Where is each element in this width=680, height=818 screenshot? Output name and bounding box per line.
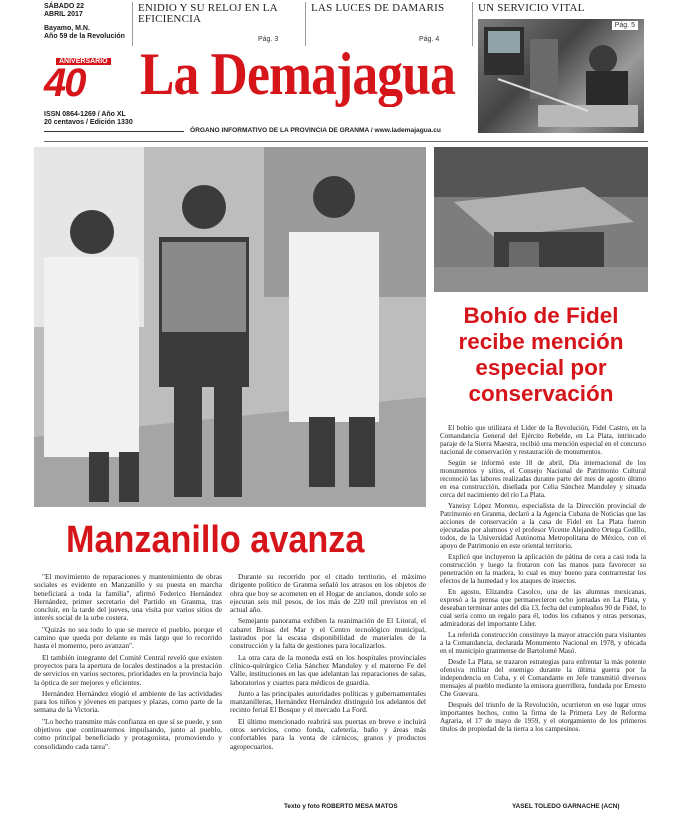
headline-line: conservación: [468, 381, 614, 406]
side-story-body: [440, 424, 646, 796]
teaser-servicio-page: Pág. 5: [612, 21, 638, 30]
main-story-credit: Texto y foto ROBERTO MESA MATOS: [284, 803, 398, 810]
paragraph: Después del triunfo de la Revolución, ocurrieron en ese lugar otros importantes hechos, como la firma de la Primera Ley de Reforma Agraria, el 17 de mayo de 1959, y el otorgamiento de los primeros títulos de propiedad de la tierra a los campesinos.: [440, 701, 646, 733]
date-day: SÁBADO 22: [44, 3, 85, 10]
paragraph: Semejante panorama exhiben la reanimación de El Litoral, el cabaret Brisas del Mar y el Centro tecnológico municipal, lastrados por la escasa disponibilidad de materiales de la construcción y la falta de gestiones para localizarlos.: [230, 616, 426, 651]
issue-info: [44, 111, 133, 127]
teaser-enidio-page: Pág. 3: [258, 36, 279, 43]
paragraph: Durante su recorrido por el citado territorio, el máximo dirigente político de Granma señaló los atrasos en los objetos de obra que hoy se acometen en el Hogar de ancianos, donde solo se ejecutan seis mil pesos, de los más de 220 mil previstos en el actual año.: [230, 573, 426, 615]
side-story-photo: [434, 147, 648, 292]
date-month: ABRIL 2017: [44, 11, 83, 18]
teaser-enidio-title: ENIDIO Y SU RELOJ EN LA EFICIENCIA: [138, 2, 278, 25]
paragraph: Junto a las principales autoridades políticas y gubernamentales manzanilleras, Hernández Hernández distinguió los adelantos del recinto ferial El Bosque y el mercado La Ford.: [230, 688, 426, 715]
price-edition: 20 centavos / Edición 1330: [44, 119, 133, 126]
paragraph: Yaneisy López Moreno, especialista de la Dirección provincial de Patrimonio en Granma, declaró a la Agencia Cubana de Noticias que las acciones de conservación a la casa de Fidel en La Plata fueron ejecutadas por alumnos y el profesor Vicente Alejandro Ortega Cedillo, todos, de la Universidad Autónoma Metropolitana de México, con el apoyo de Patrimonio en este oriental territorio.: [440, 502, 646, 550]
teaser-damaris-page: Pág. 4: [419, 36, 440, 43]
paragraph: Explicó que incluyeron la aplicación de pátina de cera a casi toda la construcción y luego la frotaron con las manos para favorecer su penetración en la madera, lo cual es muy bueno para contrarrestar los efectos de la humedad y los ataques de insectos.: [440, 553, 646, 585]
teaser-damaris-title: LAS LUCES DE DAMARIS: [311, 2, 445, 14]
paragraph: "Lo hecho transmite más confianza en que sí se puede, y son objetivos que continuaremos impulsando, junto al pueblo, como principal beneficiado y protagonista, promoviendo y consolidando cada tarea".: [34, 716, 222, 751]
teaser-servicio[interactable]: [478, 3, 648, 135]
paragraph: En agosto, Elizandra Casolco, una de las alumnas mexicanas, expresó a la prensa que permanecieron ocho jornadas en La Plata, y deseaban terminar antes del día 13, fecha del cumpleaños 90 de Fidel, lo cual sería como un regalo para él, todos los cubanos y otras personas, admiradoras del importante Líder.: [440, 588, 646, 628]
divider: [472, 2, 473, 46]
divider: [44, 131, 184, 132]
medical-scene-illustration: [478, 19, 644, 133]
date-city: Bayamo, M.N.: [44, 25, 90, 32]
anniversary-badge: [44, 58, 132, 105]
side-story-credit: YASEL TOLEDO GARNACHE (ACN): [512, 803, 620, 810]
teaser-damaris[interactable]: [311, 3, 469, 45]
date-block: [44, 3, 125, 41]
anniversary-number: 40: [44, 61, 85, 105]
main-story-headline[interactable]: Manzanillo avanza: [66, 519, 365, 561]
divider: [44, 141, 648, 142]
paragraph: El también integrante del Comité Central reveló que existen proyectos para la apertura de locales destinados a la prestación de servicios en varios sectores, prioridades en la provincia bajo la óptica de ser mejores y eficientes.: [34, 652, 222, 687]
paragraph: El último mencionado reabrirá sus puertas en breve e incluirá otros servicios, como fonda, cafetería, baño y áreas más confortables para la venta de cárnicos, granos y productos agropecuarios.: [230, 716, 426, 751]
issn: ISSN 0864-1269 / Año XL: [44, 111, 126, 118]
teaser-enidio[interactable]: [138, 3, 303, 45]
paragraph: Desde La Plata, se trazaron estrategias para enfrentar la más potente ofensiva militar del enemigo durante la última guerra por la independencia en Cuba, y el Comandante en Jefe transmitió diversos mensajes al pueblo mediante la emisora guerrillera, fundada por Ernesto Che Guevara.: [440, 658, 646, 698]
paragraph: El bohío que utilizara el Líder de la Revolución, Fidel Castro, en la Comandancia General del Ejército Rebelde, en La Plata, intrincado paraje de la Sierra Maestra, recibió una mención especial en el concurso nacional de conservación y restauración de monumentos.: [440, 424, 646, 456]
main-story-column-1: [34, 573, 222, 811]
masthead-subtitle: ÓRGANO INFORMATIVO DE LA PROVINCIA DE GRANMA / www.lademajagua.cu: [190, 127, 441, 134]
paragraph: La otra cara de la moneda está en los hospitales provinciales clínico-quirúrgico Celia Sánchez Manduley y el materno Fe del Valle, instituciones en las que adelantan las reparaciones de salas, laboratorios y cuartos para médicos de guardia.: [230, 652, 426, 687]
bohio-illustration: [434, 147, 648, 292]
date-year-label: Año 59 de la Revolución: [44, 33, 125, 40]
officials-walking-illustration: [34, 147, 426, 507]
teaser-servicio-photo: [478, 19, 644, 133]
main-story-photo: [34, 147, 426, 507]
headline-line: Bohío de Fidel: [463, 303, 619, 328]
paragraph: Según se informó este 18 de abril, Día internacional de los monumentos y sitios, el Consejo Nacional de Patrimonio Cultural reconoció las labores realizadas durante parte del mes de agosto último en esa construcción, diseñada por Celia Sánchez Manduley y situada cerca del nacimiento del río La Plata.: [440, 459, 646, 499]
headline-line: recibe mención: [458, 329, 624, 354]
divider: [132, 2, 133, 46]
paragraph: Hernández Hernández elogió el ambiente de las actividades para los niños y jóvenes en parques y plazas, como parte de la semana de la Victoria.: [34, 688, 222, 715]
side-story-headline[interactable]: [434, 303, 648, 407]
paragraph: La referida construcción constituye la mayor atracción para visitantes a la Comandancia, declarada Monumento Nacional en 1978, y ubicada en el municipio granmense de Bartolomé Masó.: [440, 631, 646, 655]
main-story-column-2: [230, 573, 426, 801]
divider: [305, 2, 306, 46]
teaser-servicio-title: UN SERVICIO VITAL: [478, 2, 585, 14]
headline-line: especial por: [475, 355, 607, 380]
masthead-title[interactable]: La Demajagua: [140, 41, 456, 107]
paragraph: "Quizás no sea todo lo que se merece el pueblo, porque el camino que queda por delante es más largo que lo recorrido hasta el momento, pero avanzan".: [34, 624, 222, 651]
anniversary-label: ANIVERSARIO: [56, 58, 111, 65]
paragraph: "El movimiento de reparaciones y mantenimiento de obras sociales es evidente en Manzanillo y su puesta en marcha beneficiará a toda la familia", afirmó Federico Hernández Hernández, primer secretario del Partido en Granma, tras concluir, en la tarde del jueves, una visita por varios sitios de interés social de la urbe costera.: [34, 573, 222, 623]
